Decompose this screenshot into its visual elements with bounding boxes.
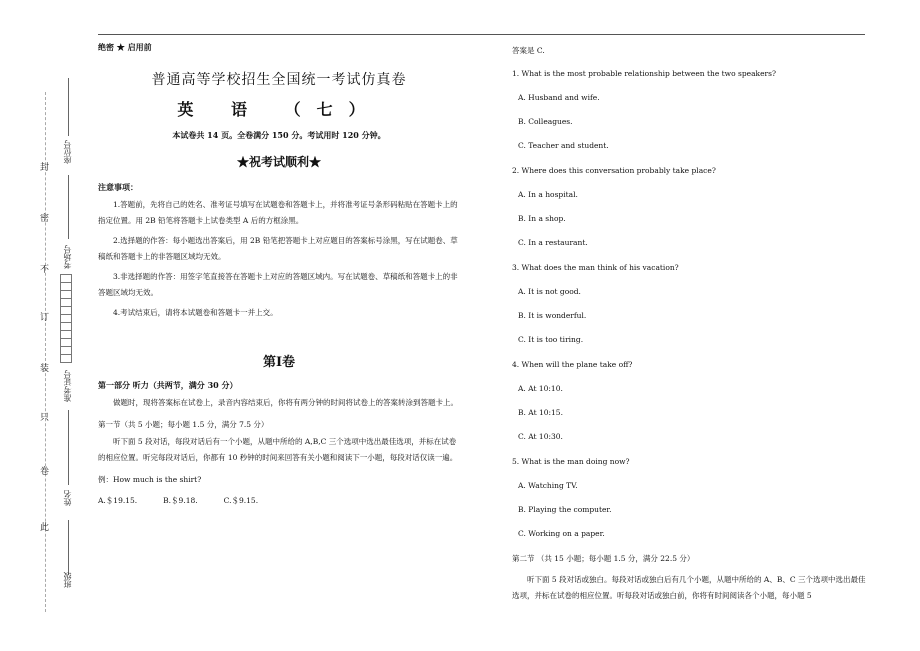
binding-mark: 此 [40,523,50,533]
option: B. At 10:15. [518,408,563,417]
question: 5. What is the man doing now? [512,457,630,466]
question: 1. What is the most probable relationship between the two speakers? [512,69,776,78]
example-options [98,495,460,506]
example-option: C.＄9.15. [223,496,259,505]
section-title: 第Ⅰ卷 [262,355,296,370]
example-question: 例：How much is the shirt? [98,475,202,484]
notice-item: 1.答题前，先将自己的姓名、准考证号填写在试题卷和答题卡上，并将准考证号条形码粘贴在答题卡上的指定位置。用 2B 铅笔将答题卡上试卷类型 A 后的方框涂黑。 [98,200,458,225]
option: B. Playing the computer. [518,505,612,514]
secret-mark: 绝密 ★ 启用前 [98,42,152,52]
option: A. It is not good. [518,287,581,296]
example-option: B.＄9.18. [163,496,198,505]
binding-mark: 装 [40,364,50,374]
option: C. Working on a paper. [518,529,605,538]
ticket-label: 准考证号 [63,370,72,402]
notice-heading: 注意事项： [98,182,138,192]
subsection-heading: 第一节（共 5 小题；每小题 1.5 分，满分 7.5 分） [98,420,269,429]
binding-mark: 密 [40,214,50,224]
top-rule [98,34,865,35]
subsection-intro: 听下面 5 段对话，每段对话后有一个小题，从题中所给的 A,B,C 三个选项中选出最佳选项，并标在试卷的相应位置。听完每段对话后，你都有 10 秒钟的时间来回答有关小题和阅读下一小题，每段对话仅读一遍。 [98,437,458,462]
seat-label: 座位号 [63,140,72,164]
question: 2. Where does this conversation probably take place? [512,166,716,175]
question: 3. What does the man think of his vacation? [512,263,679,272]
exam-room-label: 考场号 [63,245,72,269]
name-label: 姓名 [63,490,72,506]
option: B. It is wonderful. [518,311,587,320]
part-heading: 第一部分 听力（共两节，满分 30 分） [98,380,238,390]
option: C. In a restaurant. [518,238,588,247]
binding-mark: 封 [40,163,50,173]
option: B. In a shop. [518,214,566,223]
option: C. At 10:30. [518,432,563,441]
option: C. It is too tiring. [518,335,584,344]
good-luck-banner: ★祝考试顺利★ [236,155,321,169]
subject-title: 英 语 （七） [177,100,381,119]
notice-item: 2.选择题的作答：每小题选出答案后，用 2B 铅笔把答题卡上对应题目的答案标号涂黑，写在试题卷、草稿纸和答题卡上的非答题区域均无效。 [98,236,458,261]
option: B. Colleagues. [518,117,573,126]
option: C. Teacher and student. [518,141,609,150]
binding-mark: 只 [40,413,50,423]
left-column [98,42,460,506]
subsection-intro: 听下面 5 段对话或独白。每段对话或独白后有几个小题，从题中所给的 A、B、C 三个选项中选出最佳选项，并标在试卷的相应位置。听每段对话或独白前，你将有时间阅读各个小题，每小题 5 [512,575,866,600]
class-line [68,520,69,575]
binding-mark: 卷 [40,467,50,477]
option: A. Watching TV. [518,481,578,490]
name-line [68,410,69,485]
ticket-number-boxes [60,275,72,363]
binding-mark: 订 [40,313,50,323]
exam-title: 普通高等学校招生全国统一考试仿真卷 [151,72,407,88]
class-label: 班级 [63,572,72,588]
exam-info: 本试卷共 14 页。全卷满分 150 分。考试用时 120 分钟。 [172,130,386,140]
notice-item: 3.非选择题的作答：用签字笔直接答在答题卡上对应的答题区域内。写在试题卷、草稿纸和答题卡上的非答题区域均无效。 [98,272,458,297]
question: 4. When will the plane take off? [512,360,633,369]
option: A. In a hospital. [518,190,578,199]
example-option: A.＄19.15. [98,496,138,505]
seat-line [68,78,69,136]
option: A. At 10:10. [518,384,563,393]
exam-room-line [68,175,69,239]
subsection-heading: 第二节 （共 15 小题；每小题 1.5 分，满分 22.5 分） [512,554,695,563]
listening-intro: 做题时，现将答案标在试卷上，录音内容结束后，你将有两分钟的时间将试卷上的答案转涂到答题卡上。 [113,398,458,407]
binding-mark: 不 [40,265,50,275]
option: A. Husband and wife. [518,93,600,102]
notice-item: 4.考试结束后，请将本试题卷和答题卡一并上交。 [113,308,278,317]
example-answer: 答案是 C. [512,46,545,55]
